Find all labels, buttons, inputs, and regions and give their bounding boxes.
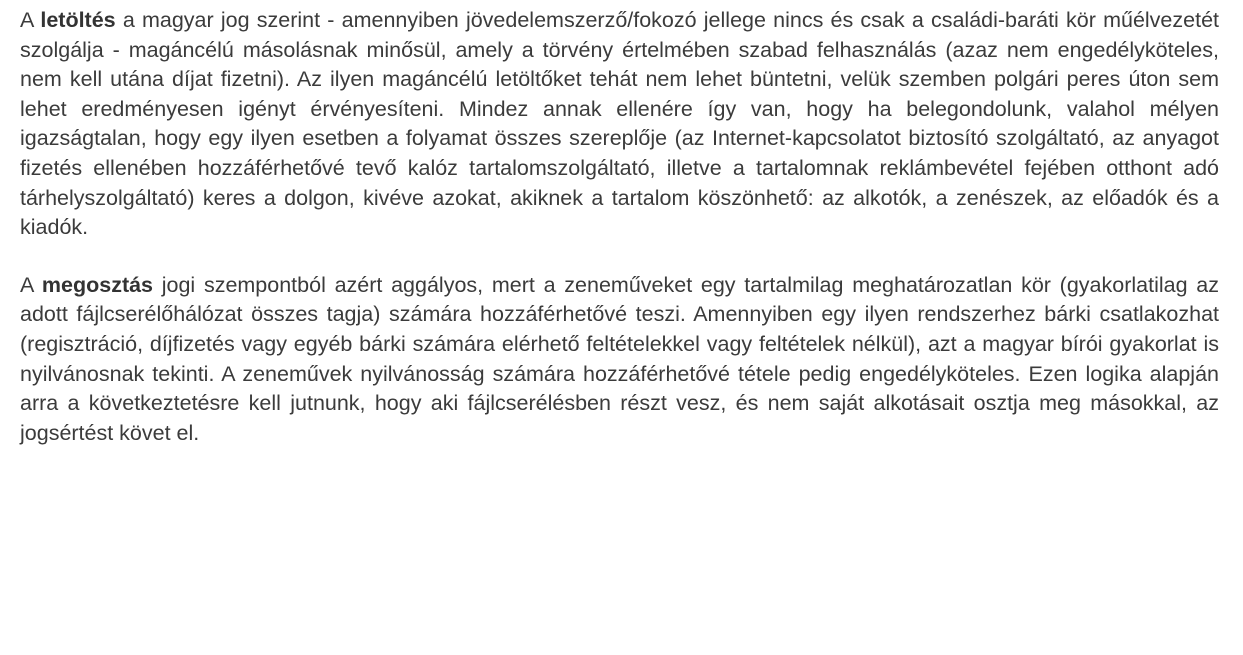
paragraph-text: jogi szempontból azért aggályos, mert a zeneműveket egy tartalmilag meghatározatlan kör (gyakorlatilag az adott fájlcserélőhálózat összes tagja) számára hozzáférhetővé teszi. Amennyiben egy ilyen rendszerhez bárki csatlakozhat (regisztráció, díjfizetés vagy egyéb bárki számára elérhető feltételekkel vagy feltételek nélkül), azt a magyar bírói gyakorlat is nyilvánosnak tekinti. A zeneművek nyilvánosság számára hozzáférhetővé tétele pedig engedélyköteles. Ezen logika alapján arra a következtetésre kell jutnunk, hogy aki fájlcserélésben részt vesz, és nem saját alkotásait osztja meg másokkal, az jogsértést követ el. xyxy=(20,272,1219,445)
paragraph-lead: A xyxy=(20,272,42,297)
paragraph-lead: A xyxy=(20,8,41,32)
paragraph-download xyxy=(20,6,1219,243)
keyword-download: letöltés xyxy=(40,8,116,32)
keyword-sharing: megosztás xyxy=(41,272,154,297)
paragraph-sharing xyxy=(20,271,1219,449)
paragraph-text: a magyar jog szerint - amennyiben jövedelemszerző/fokozó jellege nincs és csak a családi-baráti kör műélvezetét szolgálja - magáncélú másolásnak minősül, amely a törvény értelmében szabad felhasználás (azaz nem engedélyköteles, nem kell utána díjat fizetni). Az ilyen magáncélú letöltőket tehát nem lehet büntetni, velük szemben polgári peres úton sem lehet eredményesen igényt érvényesíteni. Mindez annak ellenére így van, hogy ha belegondolunk, valahol mélyen igazságtalan, hogy egy ilyen esetben a folyamat összes szereplője (az Internet-kapcsolatot biztosító szolgáltató, az anyagot fizetés ellenében hozzáférhetővé tevő kalóz tartalomszolgáltató, illetve a tartalomnak reklámbevétel fejében otthont adó tárhelyszolgáltató) keres a dolgon, kivéve azokat, akiknek a tartalom köszönhető: az alkotók, a zenészek, az előadók és a kiadók. xyxy=(20,8,1219,240)
